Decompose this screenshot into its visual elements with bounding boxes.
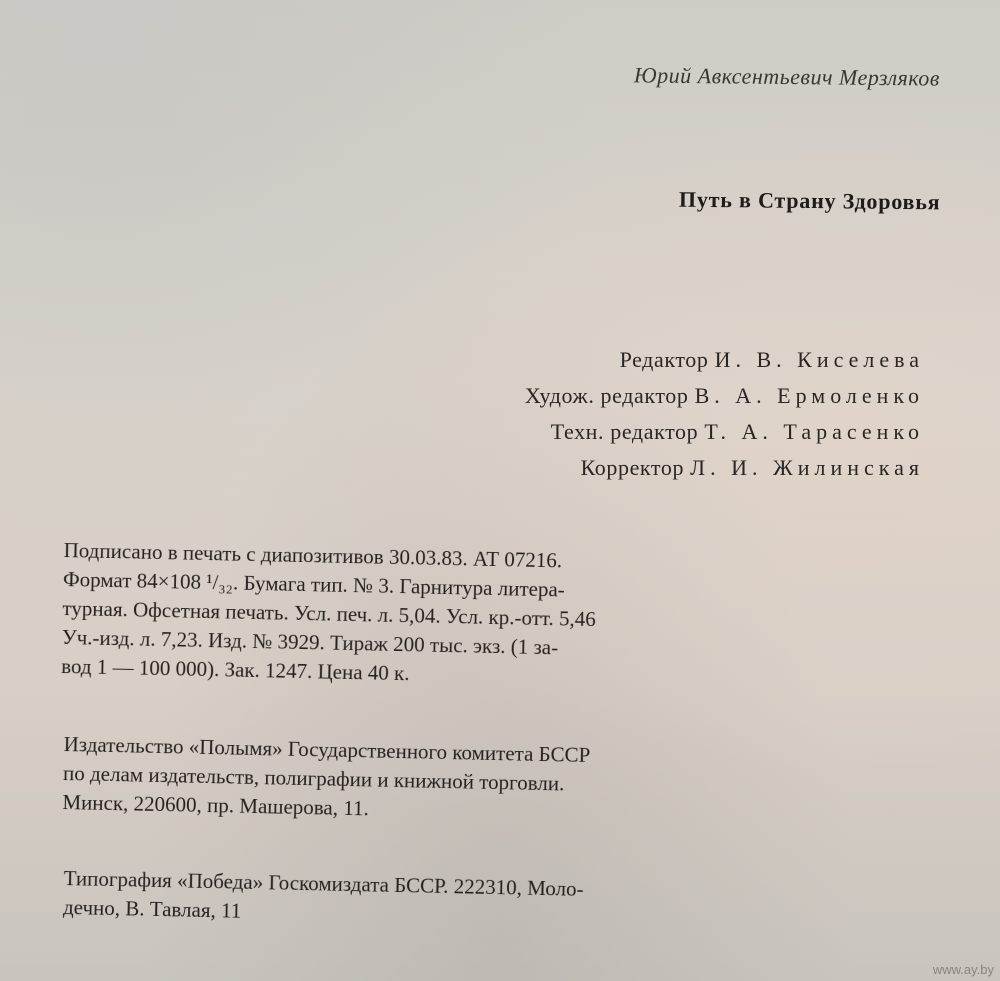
book-title: Путь в Страну Здоровья <box>678 186 941 215</box>
publisher-line: Издательство «Полымя» Государственного комитета БССР <box>63 731 591 768</box>
author-name: Юрий Авксентьевич Мерзляков <box>634 62 941 91</box>
publisher-line: по делам издательств, полиграфии и книжной торговли. <box>62 760 565 796</box>
credit-role: Техн. редактор <box>550 419 699 444</box>
printer-line: Типография «Победа» Госкомиздата БССР. 222310, Моло- <box>63 865 584 901</box>
credit-name: Т. А. Тарасенко <box>704 419 924 444</box>
watermark: www.ay.by <box>932 962 994 977</box>
credit-editor <box>304 342 924 378</box>
credit-art-editor <box>304 378 924 414</box>
printer-info <box>63 864 944 940</box>
print-details-line: Подписано в печать с диапозитивов 30.03.83. АТ 07216. <box>63 537 563 573</box>
credit-tech-editor <box>304 414 924 450</box>
printer-line: дечно, В. Тавлая, 11 <box>62 894 242 923</box>
print-details-line: турная. Офсетная печать. Усл. печ. л. 5,04. Усл. кр.-отт. 5,46 <box>62 595 597 632</box>
credit-proofreader <box>304 450 924 486</box>
credit-role: Корректор <box>580 455 685 480</box>
editorial-credits <box>304 342 924 486</box>
credit-name: В. А. Ермоленко <box>694 383 924 408</box>
print-details-line: Уч.-изд. л. 7,23. Изд. № 3929. Тираж 200 тыс. экз. (1 за- <box>61 624 559 660</box>
publisher-line: Минск, 220600, пр. Машерова, 11. <box>62 789 370 821</box>
print-details-line: Формат 84×108 ¹/₃₂. Бумага тип. № 3. Гарнитура литера- <box>62 566 566 602</box>
credit-role: Худож. редактор <box>524 383 689 408</box>
credit-name: И. В. Киселева <box>714 347 924 372</box>
print-details-line: вод 1 — 100 000). Зак. 1247. Цена 40 к. <box>61 653 410 686</box>
print-details <box>61 536 944 699</box>
publisher-info <box>62 730 944 835</box>
credit-role: Редактор <box>619 347 709 372</box>
credit-name: Л. И. Жилинская <box>690 455 924 480</box>
